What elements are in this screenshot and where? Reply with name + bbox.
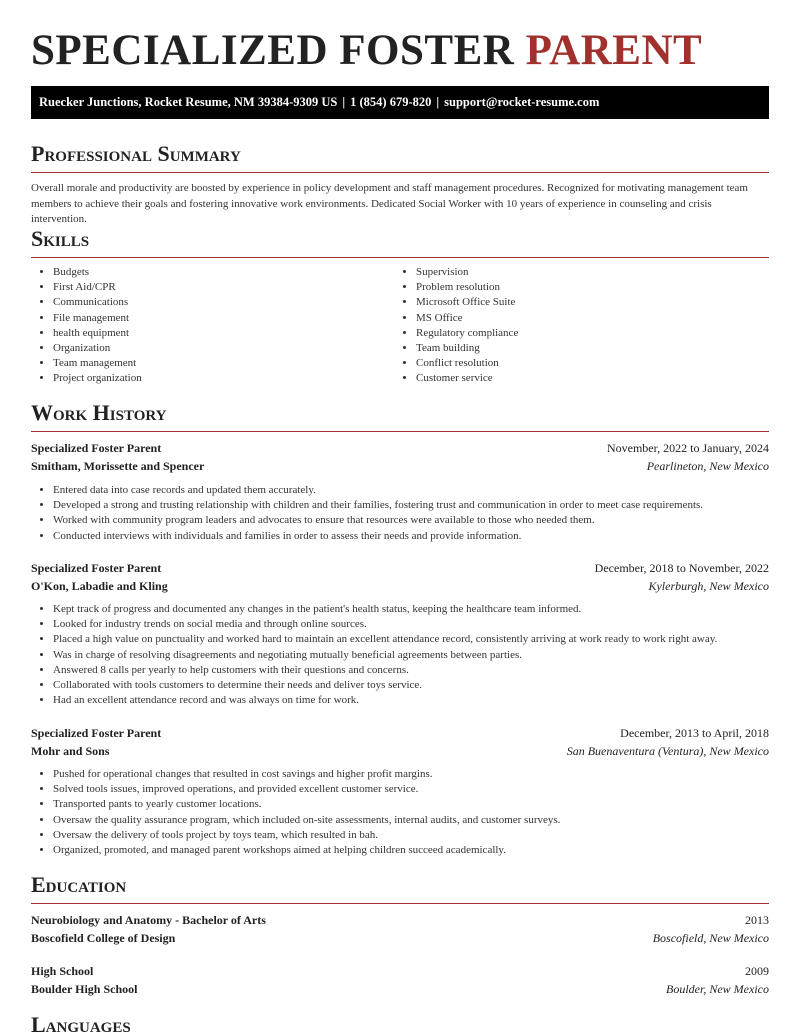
job-dates: December, 2013 to April, 2018: [620, 726, 769, 740]
education-degree: Neurobiology and Anatomy - Bachelor of Arts: [31, 913, 266, 927]
list-item: • Placed a high value on punctuality and worked hard to maintain an excellent attendance record, consistently arriving at work ready to work right away.: [53, 632, 769, 647]
job-bullet-list: [31, 483, 769, 544]
contact-address: Ruecker Junctions, Rocket Resume, NM 39384-9309 US: [39, 95, 338, 109]
section-divider: [31, 431, 769, 432]
section-title-work-history: Work History: [31, 400, 167, 425]
list-item: • Entered data into case records and updated them accurately.: [53, 483, 769, 498]
job-responsibilities: [31, 602, 769, 708]
list-item: • Oversaw the delivery of tools project by toys team, which resulted in bah.: [53, 828, 769, 843]
list-item: • MS Office: [416, 311, 724, 326]
list-item: • Solved tools issues, improved operations, and provided excellent customer service.: [53, 782, 769, 797]
list-item: • Developed a strong and trusting relationship with children and their families, fostering trust and communication in order to meet case requirements.: [53, 498, 769, 513]
education-location: Boulder, New Mexico: [666, 982, 769, 996]
summary-text: Overall morale and productivity are boosted by experience in policy development and staff management procedures. Recognized for motivating management team members to achieve their goals and fostering innovative work environments. Dedicated Social Worker with 10 years of experience in counseling and crisis intervention.: [31, 182, 748, 225]
list-item: • Conflict resolution: [416, 356, 724, 371]
section-divider: [31, 257, 769, 258]
contact-email[interactable]: support@rocket-resume.com: [444, 95, 600, 109]
education-location: Boscofield, New Mexico: [652, 931, 769, 945]
list-item: • Was in charge of resolving disagreements and negotiating mutually beneficial agreements between parties.: [53, 648, 769, 663]
section-title-summary: Professional Summary: [31, 141, 241, 166]
contact-separator: |: [342, 95, 346, 109]
title-main: SPECIALIZED FOSTER: [31, 27, 515, 74]
job-company: O'Kon, Labadie and Kling: [31, 579, 168, 593]
list-item: • Team management: [53, 356, 361, 371]
section-title-languages: Languages: [31, 1012, 131, 1035]
section-title-education: Education: [31, 872, 127, 897]
job-location: Pearlineton, New Mexico: [646, 459, 769, 473]
list-item: • Regulatory compliance: [416, 326, 724, 341]
list-item: • Oversaw the quality assurance program, which included on-site assessments, internal audits, and customer surveys.: [53, 813, 769, 828]
list-item: • health equipment: [53, 326, 361, 341]
list-item: • Organized, promoted, and managed parent workshops aimed at helping children succeed academically.: [53, 843, 769, 858]
list-item: • Pushed for operational changes that resulted in cost savings and higher profit margins.: [53, 767, 769, 782]
job-dates: November, 2022 to January, 2024: [606, 441, 769, 455]
skills-column-right: [394, 265, 724, 387]
job-location: Kylerburgh, New Mexico: [648, 579, 769, 593]
section-divider: [31, 903, 769, 904]
skills-list-right: [394, 265, 724, 387]
list-item: • Collaborated with tools customers to determine their needs and deliver toys service.: [53, 678, 769, 693]
job-responsibilities: [31, 483, 769, 544]
title-accent: PARENT: [525, 27, 703, 74]
job-title: Specialized Foster Parent: [31, 726, 162, 740]
list-item: • Communications: [53, 295, 361, 310]
list-item: • Microsoft Office Suite: [416, 295, 724, 310]
list-item: • Looked for industry trends on social media and through online sources.: [53, 617, 769, 632]
job-company: Mohr and Sons: [31, 744, 110, 758]
contact-bar: [31, 86, 769, 119]
list-item: • Organization: [53, 341, 361, 356]
list-item: • Conducted interviews with individuals and families in order to assess their needs and provide information.: [53, 529, 769, 544]
list-item: • Answered 8 calls per yearly to help customers with their questions and concerns.: [53, 663, 769, 678]
job-location: San Buenaventura (Ventura), New Mexico: [566, 744, 769, 758]
list-item: • Worked with community program leaders and advocates to ensure that resources were available to those who needed them.: [53, 513, 769, 528]
resume-title: [31, 26, 702, 75]
list-item: • Transported pants to yearly customer locations.: [53, 797, 769, 812]
list-item: • Had an excellent attendance record and was always on time for work.: [53, 693, 769, 708]
job-company: Smitham, Morissette and Spencer: [31, 459, 205, 473]
job-bullet-list: [31, 602, 769, 708]
list-item: • First Aid/CPR: [53, 280, 361, 295]
education-school: Boulder High School: [31, 982, 138, 996]
section-title-skills: Skills: [31, 226, 90, 251]
skills-list-left: [31, 265, 361, 387]
section-divider: [31, 172, 769, 173]
job-dates: December, 2018 to November, 2022: [594, 561, 769, 575]
education-year: 2013: [745, 913, 769, 927]
job-responsibilities: [31, 767, 769, 858]
education-year: 2009: [745, 964, 769, 978]
contact-phone[interactable]: 1 (854) 679-820: [350, 95, 432, 109]
list-item: • Supervision: [416, 265, 724, 280]
list-item: • File management: [53, 311, 361, 326]
job-title: Specialized Foster Parent: [31, 561, 162, 575]
contact-separator: |: [436, 95, 440, 109]
skills-column-left: [31, 265, 361, 387]
education-school: Boscofield College of Design: [31, 931, 176, 945]
education-degree: High School: [31, 964, 94, 978]
list-item: • Team building: [416, 341, 724, 356]
list-item: • Budgets: [53, 265, 361, 280]
job-bullet-list: [31, 767, 769, 858]
list-item: • Project organization: [53, 371, 361, 386]
list-item: • Customer service: [416, 371, 724, 386]
job-title: Specialized Foster Parent: [31, 441, 162, 455]
list-item: • Problem resolution: [416, 280, 724, 295]
list-item: • Kept track of progress and documented any changes in the patient's health status, keeping the healthcare team informed.: [53, 602, 769, 617]
